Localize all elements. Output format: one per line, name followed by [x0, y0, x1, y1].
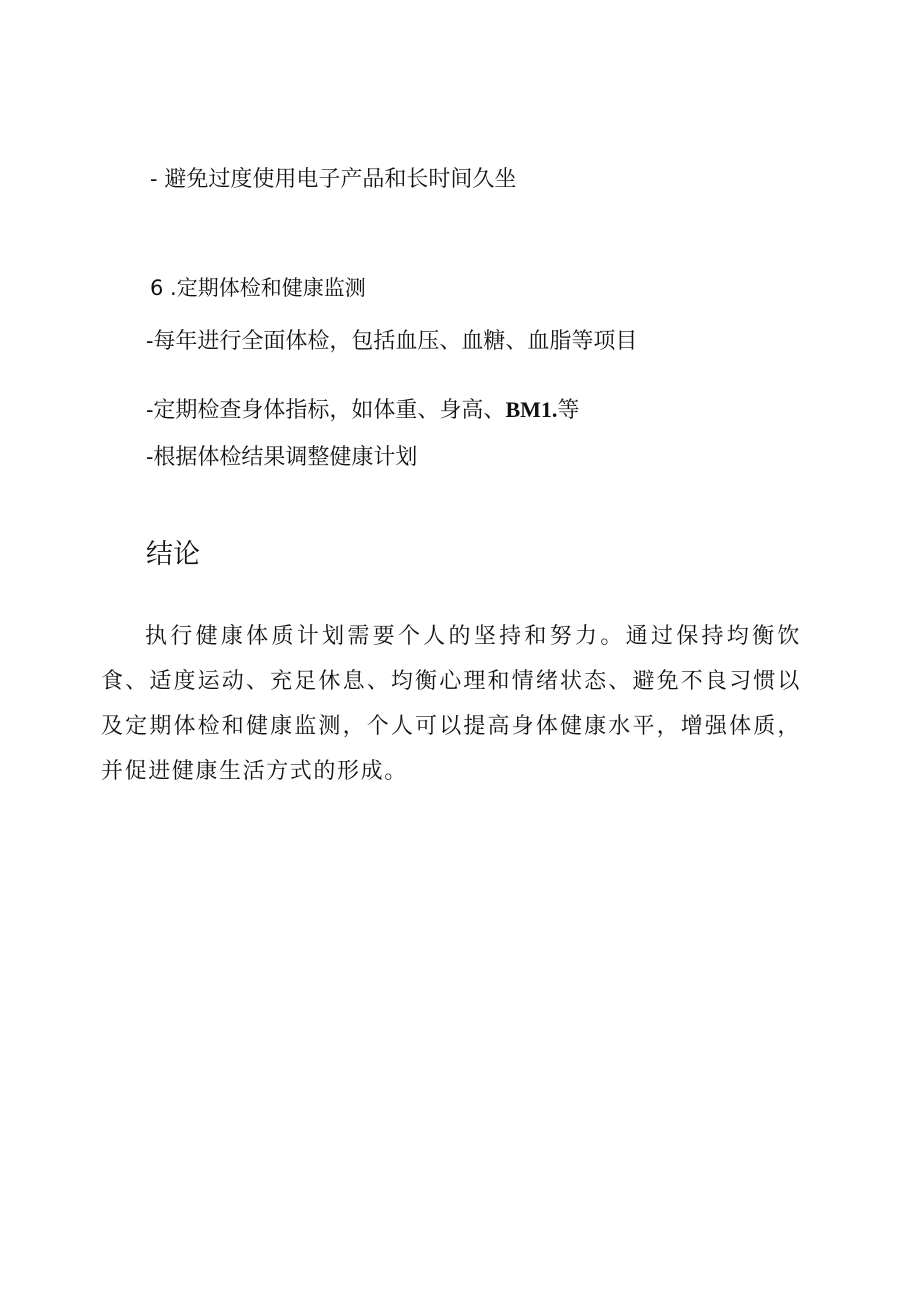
bmi-term: BM1.: [505, 397, 558, 422]
bullet-item-adjust-plan: -根据体检结果调整健康计划: [146, 445, 418, 470]
bullet-item-body-indicators-tail: 等: [557, 398, 580, 423]
bullet-item-body-indicators-text: -定期检查身体指标，如体重、身高、: [146, 398, 506, 423]
conclusion-heading: 结论: [146, 539, 200, 570]
bullet-item-body-indicators: [146, 395, 579, 426]
section-heading-checkup: 6 .定期体检和健康监测: [150, 276, 366, 300]
bullet-item-avoid-electronics: - 避免过度使用电子产品和长时间久坐: [150, 167, 517, 192]
bullet-item-annual-checkup: -每年进行全面体检，包括血压、血糖、血脂等项目: [146, 329, 638, 354]
conclusion-paragraph: 执行健康体质计划需要个人的坚持和努力。通过保持均衡饮食、适度运动、充足休息、均衡心理和情绪状态、避免不良习惯以及定期体检和健康监测，个人可以提高身体健康水平，增强体质，并促进健康生活方式的形成。: [101, 624, 801, 784]
